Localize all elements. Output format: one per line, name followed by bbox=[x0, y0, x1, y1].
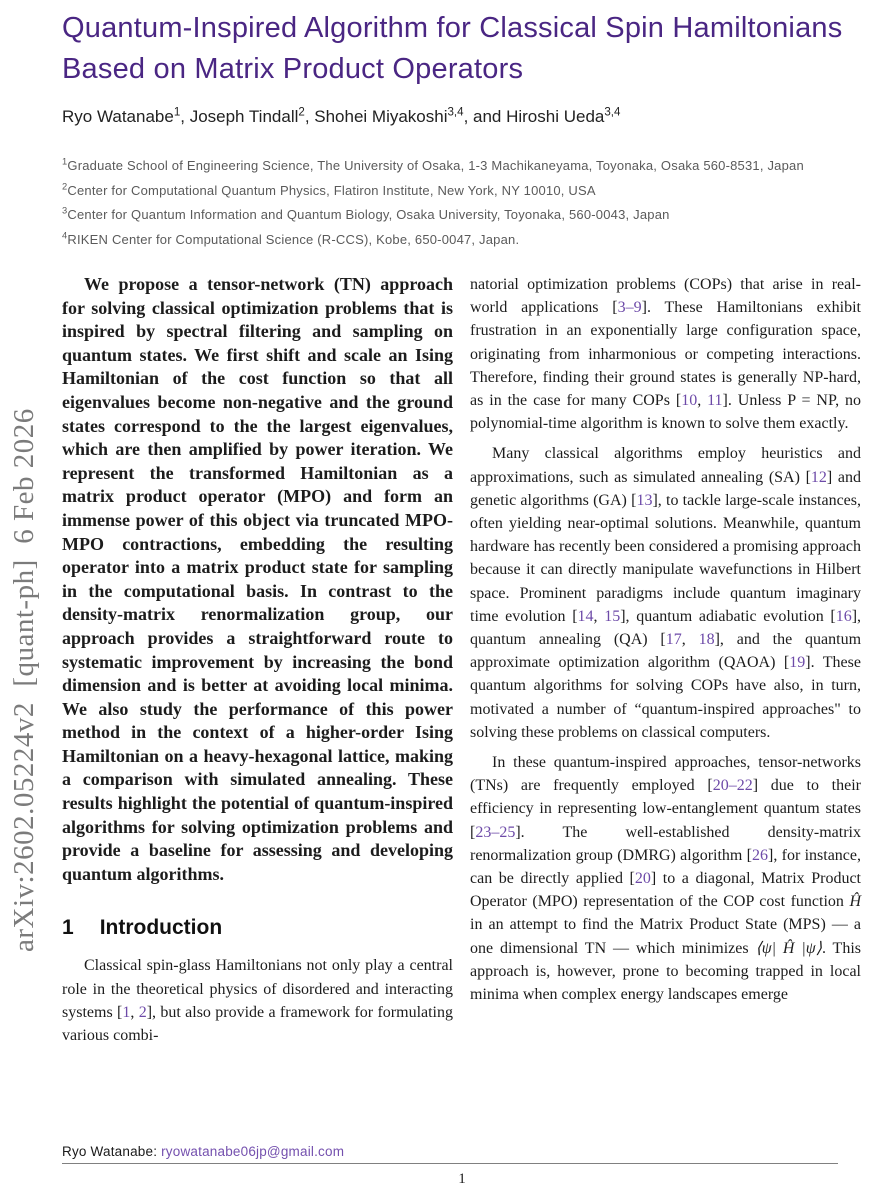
citation-link[interactable]: 14 bbox=[577, 607, 594, 625]
citation-link[interactable]: 15 bbox=[604, 607, 621, 625]
abstract-paragraph: We propose a tensor-network (TN) approach for solving classical optimization problems that is inspired by spectral filtering and sampling on quantum states. We first shift and scale an Ising Hamiltonian of the cost function so that all eigenvalues become non-negative and the ground states correspond to the the largest eigenvalues, which are then amplified by power iteration. We represent the transformed Hamiltonian as a matrix product operator (MPO) and form an immense power of this object via truncated MPO-MPO contractions, embedding the resulting operator into a matrix product state for sampling in the computational basis. In contrast to the density-matrix renormalization group, our approach provides a straightforward route to systematic improvement by increasing the bond dimension and is better at avoiding local minima. We also study the performance of this power method in the context of a higher-order Ising Hamiltonian on a heavy-hexagonal lattice, making a comparison with simulated annealing. These results highlight the potential of quantum-inspired algorithms for solving optimization problems and provide a baseline for assessing and developing quantum algorithms. bbox=[62, 274, 453, 884]
footnote bbox=[62, 1136, 453, 1159]
math-inline: ⟨ψ| Ĥ |ψ⟩ bbox=[755, 939, 822, 957]
footnote-label: Ryo Watanabe: bbox=[62, 1144, 158, 1159]
paper-title bbox=[62, 8, 862, 90]
section-heading-introduction bbox=[62, 916, 453, 940]
arxiv-stamp: arXiv:2602.05224v2 [quant-ph] 6 Feb 2026 bbox=[8, 408, 40, 952]
math-inline: Ĥ bbox=[849, 893, 861, 911]
citation-link[interactable]: 13 bbox=[636, 491, 653, 509]
citation-link[interactable]: 20–22 bbox=[712, 777, 753, 795]
citation-link[interactable]: 18 bbox=[698, 631, 715, 649]
affiliation-line-3: $^3$Center for Quantum Information and Quantum Biology, Osaka University, Toyonaka, 560-0043, Japan bbox=[62, 205, 670, 222]
citation-link[interactable]: 10 bbox=[681, 392, 698, 410]
intro-paragraph: Classical spin-glass Hamiltonians not only play a central role in the theoretical physics of disordered and interacting systems [1, 2], but also provide a framework for formulating various combi- bbox=[62, 957, 453, 1045]
citation-link[interactable]: 2 bbox=[138, 1003, 147, 1021]
superscript: 4 bbox=[62, 230, 68, 241]
section-number: 1 bbox=[62, 916, 74, 940]
email-link[interactable]: ryowatanabe06jp@gmail.com bbox=[161, 1144, 345, 1159]
superscript: 1 bbox=[173, 106, 181, 119]
body-paragraph: natorial optimization problems (COPs) that arise in real-world applications [3–9]. These Hamiltonians exhibit frustration in an exponentially large configuration space, originating from inharmonious or competing interactions. Therefore, finding their ground states is generally NP-hard, as in the case for many COPs [10, 11]. Unless P = NP, no polynomial-time algorithm is known to solve them exactly. bbox=[470, 276, 862, 433]
superscript: 1 bbox=[62, 156, 68, 167]
citation-link[interactable]: 12 bbox=[810, 468, 827, 486]
affiliation-line-4: $^4$RIKEN Center for Computational Science (R-CCS), Kobe, 650-0047, Japan. bbox=[62, 230, 520, 247]
citation-link[interactable]: 3–9 bbox=[617, 299, 642, 317]
two-column-body bbox=[62, 273, 862, 1159]
column-right bbox=[470, 273, 861, 1159]
body-paragraph: In these quantum-inspired approaches, tensor-networks (TNs) are frequently employed [20–22] due to their efficiency in representing low-entanglement quantum states [23–25]. The well-established density-matrix renormalization group (DMRG) algorithm [26], for instance, can be directly applied [20] to a diagonal, Matrix Product Operator (MPO) representation of the COP cost function Ĥ in an attempt to find the Matrix Product State (MPS) — a one dimensional TN — which minimizes ⟨ψ| Ĥ |ψ⟩. This approach is, however, prone to becoming trapped in local minima when complex energy landscapes emerge bbox=[470, 754, 862, 1004]
superscript: 2 bbox=[298, 106, 305, 119]
citation-link[interactable]: 23–25 bbox=[475, 823, 516, 841]
paper-title-line-1: Quantum-Inspired Algorithm for Classical Spin Hamiltonians bbox=[62, 12, 843, 44]
citation-link[interactable]: 16 bbox=[835, 607, 852, 625]
superscript: 3,4 bbox=[604, 106, 621, 119]
affiliations-block bbox=[62, 154, 862, 252]
citation-link[interactable]: 19 bbox=[789, 654, 806, 672]
page-number: 1 bbox=[458, 1171, 466, 1187]
superscript: 3,4 bbox=[447, 106, 464, 119]
affiliation-line-2: $^2$Center for Computational Quantum Physics, Flatiron Institute, New York, NY 10010, USA bbox=[62, 181, 596, 198]
column-left bbox=[62, 273, 453, 1159]
paper-title-line-2: Based on Matrix Product Operators bbox=[62, 53, 524, 85]
footer-rule bbox=[62, 1163, 838, 1164]
superscript: 2 bbox=[62, 181, 68, 192]
page-content bbox=[62, 8, 862, 1188]
authors-line: Ryo Watanabe$^1$, Joseph Tindall$^2$, Shohei Miyakoshi$^{3,4}$, and Hiroshi Ueda$^{3,4}$ bbox=[62, 106, 621, 126]
citation-link[interactable]: 11 bbox=[707, 392, 723, 410]
citation-link[interactable]: 20 bbox=[634, 870, 651, 888]
superscript: 3 bbox=[62, 205, 68, 216]
citation-link[interactable]: 17 bbox=[665, 631, 682, 649]
section-title: Introduction bbox=[99, 916, 223, 940]
affiliation-line-1: $^1$Graduate School of Engineering Science, The University of Osaka, 1-3 Machikaneyama, Toyonaka, Osaka 560-8531, Japan bbox=[62, 156, 804, 173]
citation-link[interactable]: 1 bbox=[122, 1003, 131, 1021]
citation-link[interactable]: 26 bbox=[752, 846, 768, 864]
body-paragraph: Many classical algorithms employ heuristics and approximations, such as simulated annealing (SA) [12] and genetic algorithms (GA) [13], to tackle large-scale instances, often yielding near-optimal solutions. Meanwhile, quantum hardware has recently been considered a promising approach because it can directly manipulate wavefunctions in Hilbert space. Prominent paradigms include quantum imaginary time evolution [14, 15], quantum adiabatic evolution [16], quantum annealing (QA) [17, 18], and the quantum approximate optimization algorithm (QAOA) [19]. These quantum algorithms for solving COPs have also, in turn, motivated a number of “quantum-inspired approaches" to solving these problems on classical computers. bbox=[470, 445, 862, 741]
